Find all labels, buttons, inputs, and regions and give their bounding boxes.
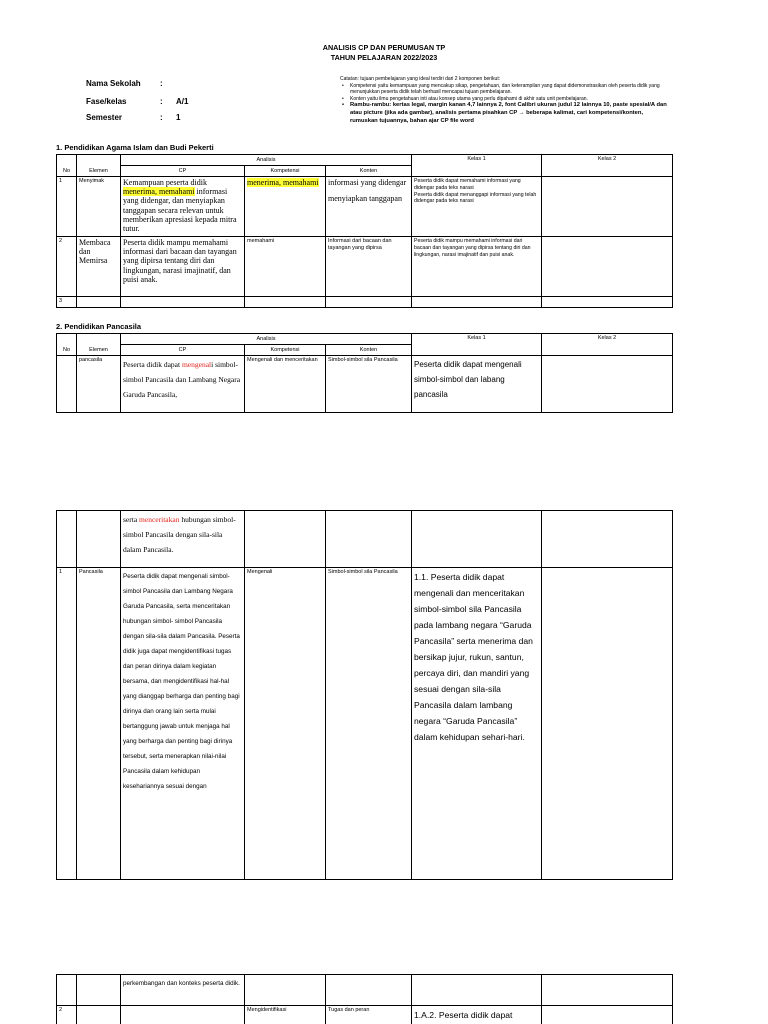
header-kelas1: Kelas 1 [412,155,542,177]
row-kelas2 [542,237,673,297]
row-cp: serta menceritakan hubungan simbol-simbol Pancasila dengan sila-sila dalam Pancasila. [121,511,245,568]
row-cp: Peserta didik dapat mengenali simbol-simbol Pancasila dan Lambang Negara Garuda Pancasila, [121,356,245,413]
row-elemen: Pancasila [77,568,121,880]
row-kompetensi: Mengenali dan menceritakan [245,356,326,413]
fase-value: A/1 [176,97,189,106]
row-konten [326,511,412,568]
header-kompetensi: Kompetensi [245,166,326,177]
row-kelas2 [542,568,673,880]
section2-table [56,333,673,413]
row-kelas1: 1.A.2. Peserta didik dapat [412,1006,542,1024]
row-elemen: Menyimak [77,177,121,237]
row-kelas1 [412,297,542,308]
table-row [57,511,673,568]
header-konten: Konten [326,345,412,356]
cp-highlight: menerima, memahami [123,187,195,197]
row-no [57,511,77,568]
row-kelas2 [542,975,673,1006]
notes-item: • Kompetensi yaitu kemampuan yang mencakup sikap, pengetahuan, dan keterampilan yang dapat didemonstrasikan oleh peserta didik yang menunjukkan peserta didik telah berhasil mencapai tujuan pembelajaran. [340,83,670,96]
row-no: 1 [57,177,77,237]
row-kompetensi: Mengidentifikasi [245,1006,326,1024]
fase-label: Fase/kelas [86,97,127,106]
row-elemen [77,297,121,308]
section1-title: 1. Pendidikan Agama Islam dan Budi Pekerti [56,143,214,152]
row-kompetensi: Mengenali [245,568,326,880]
header-cp: CP [121,345,245,356]
row-kompetensi: menerima, memahami [245,177,326,237]
row-konten [326,975,412,1006]
table-row [57,1006,673,1024]
row-kelas2 [542,511,673,568]
row-konten: informasi yang didengar menyiapkan tanggapan [326,177,412,237]
cp-red-word: mengenal [181,360,212,369]
header-analisis: Analisis [121,334,412,345]
notes-item: • Rambu-rambu: kertas legal, margin kanan 4,7 lainnya 2, font Calibri ukuran judul 12 lainnya 10, paste spesial/A dan atau picture (jika ada gambar), analisis pertama pisahkan CP → beberapa kalimat, cari kompetensi/konten, rumuskan tujuannya, bahan ajar CP file word [340,102,670,125]
table-row [57,568,673,880]
header-analisis: Analisis [121,155,412,166]
row-kelas2 [542,177,673,237]
document-title: ANALISIS CP DAN PERUMUSAN TP [322,43,446,52]
header-elemen: Elemen [77,334,121,356]
row-cp: Kemampuan peserta didik menerima, memahami informasi yang didengar, dan menyiapkan tanggapan secara relevan untuk memberikan apresiasi kepada mitra tutur. [121,177,245,237]
row-kompetensi [245,297,326,308]
row-kelas1: Peserta didik dapat mengenali simbol-simbol dan labang pancasila [412,356,542,413]
section2-title: 2. Pendidikan Pancasila [56,322,142,331]
semester-value: 1 [176,113,181,122]
notes-intro: Catatan: tujuan pembelajaran yang ideal terdiri dari 2 komponen berikut: [340,76,501,82]
row-kelas1 [412,511,542,568]
row-kelas1: Peserta didik dapat memahami informasi yang didengar pada teks narasi Peserta didik dapat menanggapi informasi yang telah didengar pada teks narasi [412,177,542,237]
row-no: 3 [57,297,77,308]
document-subtitle: TAHUN PELAJARAN 2022/2023 [330,53,438,62]
row-elemen [77,975,121,1006]
row-cp: perkembangan dan konteks peserta didik. [121,975,245,1006]
table-row [57,297,673,308]
header-elemen: Elemen [77,155,121,177]
row-no: 2 [57,237,77,297]
row-no [57,975,77,1006]
header-no: No [57,334,77,356]
row-cp [121,297,245,308]
nama-sekolah-sep: : [160,79,163,88]
row-kelas1: 1.1. Peserta didik dapat mengenali dan menceritakan simbol-simbol sila Pancasila pada lambang negara “Garuda Pancasila” serta menerima dan bersikap jujur, rukun, santun, percaya diri, dan mandiri yang sesuai dengan sila-sila Pancasila dalam lambang negara “Garuda Pancasila” dalam kehidupan sehari-hari. [412,568,542,880]
table-row [57,356,673,413]
row-kompetensi [245,975,326,1006]
row-kompetensi [245,511,326,568]
row-kompetensi: memahami [245,237,326,297]
row-elemen [77,511,121,568]
row-elemen [77,1006,121,1024]
row-kelas2 [542,356,673,413]
header-cp: CP [121,166,245,177]
notes-block [340,76,670,125]
row-kelas1 [412,975,542,1006]
header-kelas2: Kelas 2 [542,155,673,177]
section1-table [56,154,673,308]
row-kelas1: Peserta didik mampu memahami informasi dari bacaan dan tayangan yang dipirsa tentang diri dan lingkungan, narasi imajinatif dan puisi anak. [412,237,542,297]
row-elemen: Membaca dan Memirsa [77,237,121,297]
header-kompetensi: Kompetensi [245,345,326,356]
continuation-table-2 [56,974,673,1024]
row-cp: Peserta didik dapat mengenali simbol-simbol Pancasila dan Lambang Negara Garuda Pancasila, serta menceritakan hubungan simbol- simbol Pancasila dengan sila-sila dalam Pancasila. Peserta didik juga dapat mengidentifikasi tugas dan peran dirinya dalam kegiatan bersama, dan mengidentifikasi hal-hal yang dianggap berharga dan penting bagi dirinya dan orang lain serta mulai bertanggung jawab untuk menjaga hal yang berharga dan penting bagi dirinya tersebut, serta menerapkan nilai-nilai Pancasila dalam kehidupan kesehariannya sesuai dengan [121,568,245,880]
row-kelas2 [542,297,673,308]
row-no: 2 [57,1006,77,1024]
table-row [57,177,673,237]
header-kelas2: Kelas 2 [542,334,673,356]
nama-sekolah-label: Nama Sekolah [86,79,141,88]
row-konten: Tugas dan peran [326,1006,412,1024]
row-cp [121,1006,245,1024]
row-konten [326,297,412,308]
row-kelas2 [542,1006,673,1024]
row-no [57,356,77,413]
header-no: No [57,155,77,177]
row-no: 1 [57,568,77,880]
row-cp: Peserta didik mampu memahami informasi dari bacaan dan tayangan yang dipirsa tentang diri dan lingkungan, narasi imajinatif, dan puisi anak. [121,237,245,297]
table-row [57,975,673,1006]
header-kelas1: Kelas 1 [412,334,542,356]
row-elemen: pancasila [77,356,121,413]
row-konten: Informasi dari bacaan dan tayangan yang dipirsa [326,237,412,297]
semester-label: Semester [86,113,123,122]
continuation-table-1 [56,510,673,880]
header-konten: Konten [326,166,412,177]
row-konten: Simbol-simbol sila Pancasila [326,568,412,880]
cp-red-word: menceritakan [139,515,180,524]
semester-sep: : [160,113,163,122]
table-row [57,237,673,297]
row-konten: Simbol-simbol sila Pancasila [326,356,412,413]
fase-sep: : [160,97,163,106]
notes-item: • Konten yaitu ilmu pengetahuan inti atau konsep utama yang perlu dipahami di akhir satu unit pembelajaran. [340,96,670,103]
